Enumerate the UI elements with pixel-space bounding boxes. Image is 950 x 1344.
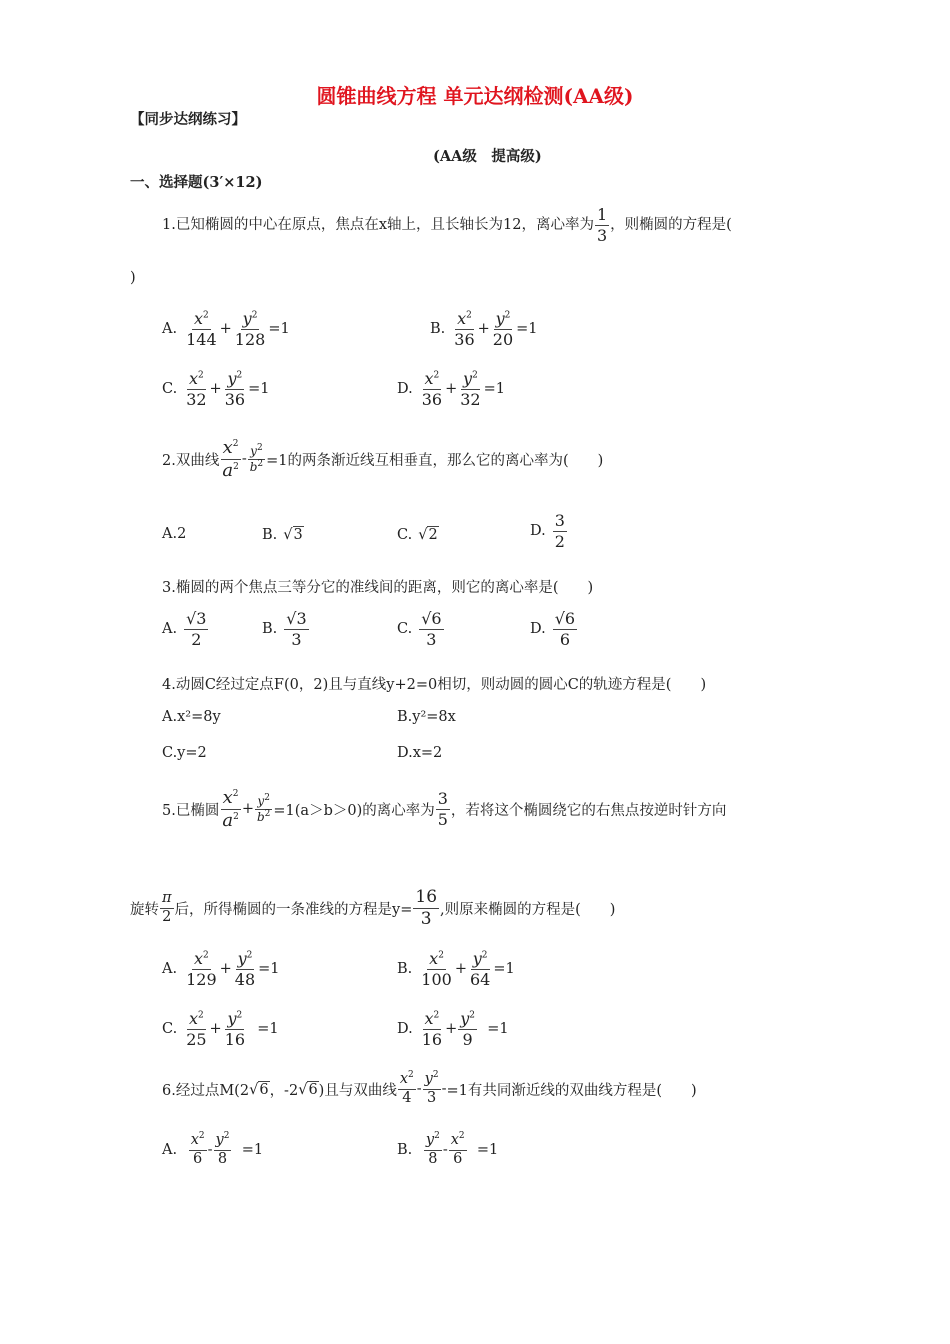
question-5-line-2: 旋转 $\frac{\pi}{2}$ 后，所得椭圆的一条准线的方程是y= $\frac{16}{3}$ ,则原来椭圆的方程是( ) bbox=[130, 887, 616, 929]
q5-option-d[interactable]: D. $\frac{x^2}{16}$ + $\frac{y^2}{9}$ =1 bbox=[397, 1009, 509, 1049]
section-tag: 【同步达纲练习】 bbox=[130, 111, 246, 128]
q4-option-d[interactable]: D.x=2 bbox=[397, 745, 443, 761]
q2-option-d[interactable]: D. $\frac{3}{2}$ bbox=[530, 511, 565, 551]
q3-option-d[interactable]: D. $\frac{√6}{6}$ bbox=[530, 609, 576, 649]
question-1: 1.已知椭圆的中心在原点，焦点在x轴上，且长轴长为12，离心率为 $\frac{1}{3}$ ，则椭圆的方程是( bbox=[162, 205, 732, 245]
q5-option-b[interactable]: B. $\frac{x^2}{100}$ + $\frac{y^2}{64}$ =1 bbox=[397, 949, 515, 989]
question-6: 6.经过点M(2 √6 ，-2 √6 )且与双曲线 $\frac{x^2}{4}$ - $\frac{y^2}{3}$ - =1有共同渐近线的双曲线方程是( ) bbox=[162, 1070, 697, 1106]
q6-option-b[interactable]: B. $\frac{y^2}{8}$ - $\frac{x^2}{6}$ =1 bbox=[397, 1131, 499, 1167]
q4-option-c[interactable]: C.y=2 bbox=[162, 745, 207, 761]
q6-option-a[interactable]: A. $\frac{x^2}{6}$ - $\frac{y^2}{8}$ =1 bbox=[162, 1131, 264, 1167]
q3-option-c[interactable]: C. $\frac{√6}{3}$ bbox=[397, 609, 442, 649]
question-3: 3.椭圆的两个焦点三等分它的准线间的距离，则它的离心率是( ) bbox=[162, 580, 594, 596]
question-5: 5.已椭圆 $\frac{x^2}{a^2}$ + $\frac{y^2}{b^2}$ =1(a＞b＞0)的离心率为 $\frac{3}{5}$ ，若将这个椭圆绕它的右焦点按逆时针方向 bbox=[162, 787, 727, 831]
question-2: 2.双曲线 $\frac{x^2}{a^2}$ - $\frac{y^2}{b^2}$ =1的两条渐近线互相垂直，那么它的离心率为( ) bbox=[162, 437, 604, 481]
question-4: 4.动圆C经过定点F(0，2)且与直线y+2=0相切，则动圆的圆心C的轨迹方程是( ) bbox=[162, 677, 707, 693]
q5-option-c[interactable]: C. $\frac{x^2}{25}$ + $\frac{y^2}{16}$ =1 bbox=[162, 1009, 279, 1049]
q1-option-c[interactable]: C. $\frac{x^2}{32}$ + $\frac{y^2}{36}$ =1 bbox=[162, 369, 270, 409]
question-1-close: ) bbox=[130, 270, 136, 286]
q4-option-b[interactable]: B.y²=8x bbox=[397, 709, 456, 725]
q1-option-b[interactable]: B. $\frac{x^2}{36}$ + $\frac{y^2}{20}$ =1 bbox=[430, 309, 538, 349]
q3-option-b[interactable]: B. $\frac{√3}{3}$ bbox=[262, 609, 307, 649]
q1-option-a[interactable]: A. $\frac{x^2}{144}$ + $\frac{y^2}{128}$ =1 bbox=[162, 309, 290, 349]
q1-option-d[interactable]: D. $\frac{x^2}{36}$ + $\frac{y^2}{32}$ =1 bbox=[397, 369, 505, 409]
q4-option-a[interactable]: A.x²=8y bbox=[162, 709, 221, 725]
part-heading: 一、选择题(3′×12) bbox=[130, 174, 263, 191]
q2-option-b[interactable]: B. √3 bbox=[262, 526, 303, 543]
page-title: 圆锥曲线方程 单元达纲检测(AA级) bbox=[316, 84, 634, 108]
q5-option-a[interactable]: A. $\frac{x^2}{129}$ + $\frac{y^2}{48}$ =1 bbox=[162, 949, 280, 989]
q2-option-c[interactable]: C. √2 bbox=[397, 526, 438, 543]
q2-option-a[interactable]: A.2 bbox=[162, 526, 187, 542]
q3-option-a[interactable]: A. $\frac{√3}{2}$ bbox=[162, 609, 207, 649]
level-label: (AA级 提高级) bbox=[433, 148, 542, 165]
